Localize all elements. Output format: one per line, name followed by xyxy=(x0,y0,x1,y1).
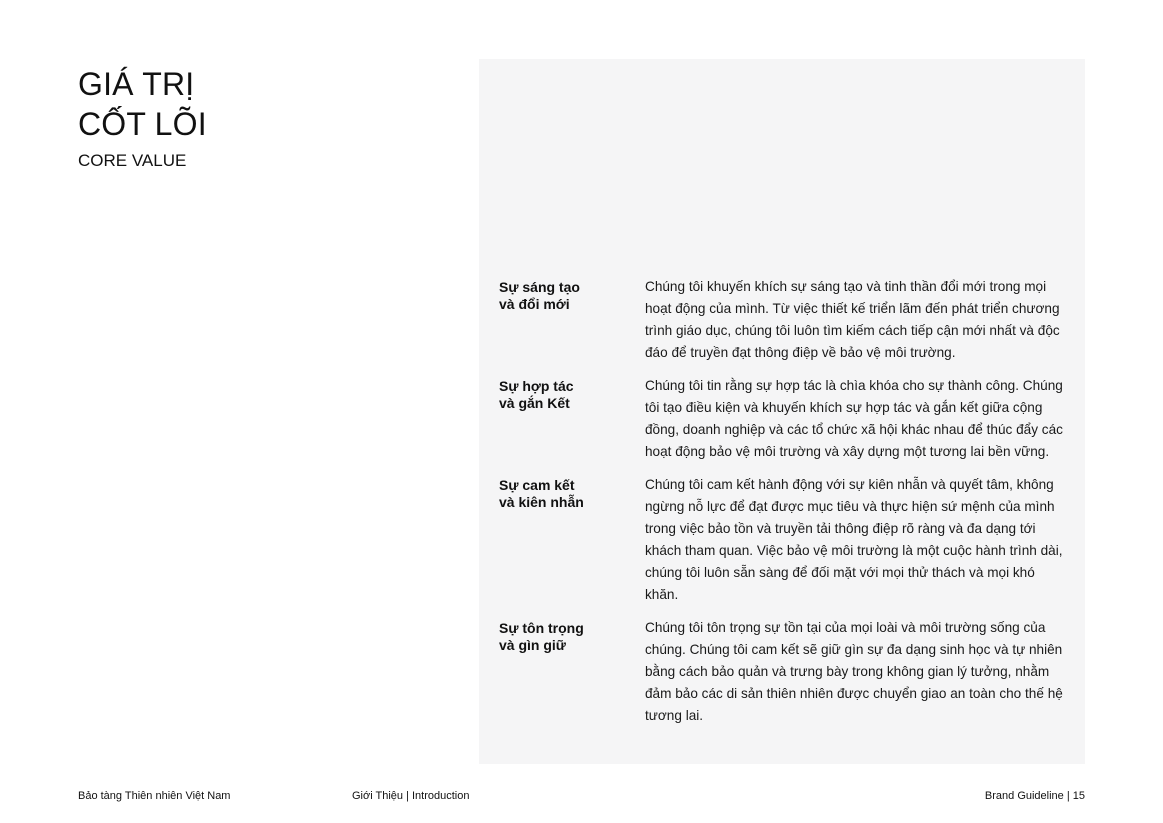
value-description: Chúng tôi cam kết hành động với sự kiên nhẫn và quyết tâm, không ngừng nỗ lực để đạt được mục tiêu và thực hiện sứ mệnh của mình trong việc bảo tồn và truyền tải thông điệp rõ ràng và đa dạng tới khách tham quan. Việc bảo vệ môi trường là một cuộc hành trình dài, chúng tôi luôn sẵn sàng để đối mặt với mọi thử thách và mọi khó khăn. xyxy=(645,477,1063,602)
value-description: Chúng tôi tin rằng sự hợp tác là chìa khóa cho sự thành công. Chúng tôi tạo điều kiện và khuyến khích sự hợp tác và gắn kết giữa cộng đồng, doanh nghiệp và các tổ chức xã hội khác nhau để thúc đẩy các hoạt động bảo vệ môi trường và xây dựng một tương lai bền vững. xyxy=(645,378,1063,459)
value-item-collaboration xyxy=(499,375,1069,463)
page-title-line-1: GIÁ TRỊ xyxy=(78,66,195,102)
value-heading-line-2: và gắn Kết xyxy=(499,395,570,411)
value-heading-line-1: Sự tôn trọng xyxy=(499,620,584,636)
page-subtitle: CORE VALUE xyxy=(78,151,187,170)
footer-organization: Bảo tàng Thiên nhiên Việt Nam xyxy=(78,790,231,802)
core-values-panel xyxy=(479,59,1085,764)
value-item-creativity xyxy=(499,276,1069,364)
value-description: Chúng tôi khuyến khích sự sáng tạo và tinh thần đổi mới trong mọi hoạt động của mình. Từ việc thiết kế triển lãm đến phát triển chương trình giáo dục, chúng tôi luôn tìm kiếm cách tiếp cận mới nhất và độc đáo để truyền đạt thông điệp về bảo vệ môi trường. xyxy=(645,279,1060,360)
value-heading-line-2: và đổi mới xyxy=(499,296,570,312)
value-heading xyxy=(499,617,645,727)
core-values-list xyxy=(499,276,1069,738)
value-heading-line-1: Sự sáng tạo xyxy=(499,279,580,295)
value-item-commitment xyxy=(499,474,1069,606)
page-title-line-2: CỐT LÕI xyxy=(78,106,207,142)
value-heading-line-2: và gìn giữ xyxy=(499,637,566,653)
value-heading xyxy=(499,474,645,606)
footer-page-label: Brand Guideline | 15 xyxy=(984,790,1085,802)
value-heading xyxy=(499,276,645,364)
value-item-respect xyxy=(499,617,1069,727)
value-description: Chúng tôi tôn trọng sự tồn tại của mọi loài và môi trường sống của chúng. Chúng tôi cam kết sẽ giữ gìn sự đa dạng sinh học và tự nhiên bằng cách bảo quản và trưng bày trong không gian lý tưởng, nhằm đảm bảo các di sản thiên nhiên được chuyển giao an toàn cho thế hệ tương lai. xyxy=(645,620,1063,723)
value-heading-line-1: Sự cam kết xyxy=(499,477,575,493)
value-heading xyxy=(499,375,645,463)
value-heading-line-2: và kiên nhẫn xyxy=(499,494,584,510)
title-block xyxy=(78,64,207,172)
footer-section: Giới Thiệu | Introduction xyxy=(352,790,470,802)
value-heading-line-1: Sự hợp tác xyxy=(499,378,574,394)
